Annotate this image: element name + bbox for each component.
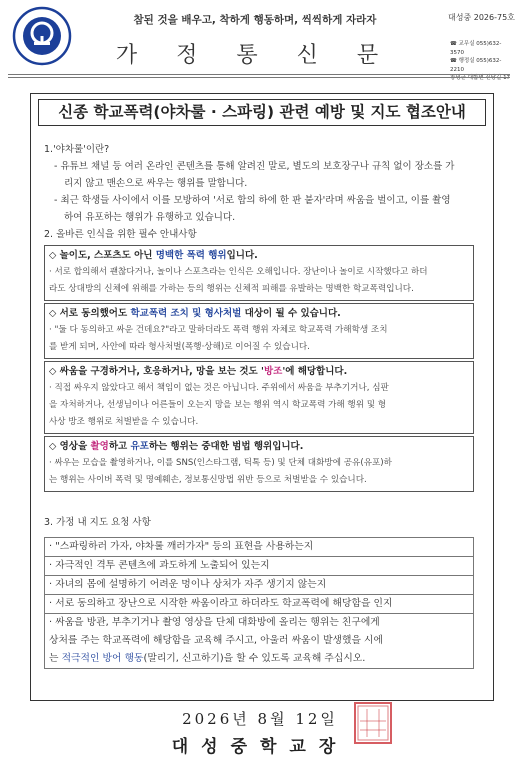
document-title: 가 정 통 신 문: [115, 43, 395, 68]
info-box: [44, 245, 474, 301]
school-motto: 참된 것을 배우고, 착하게 행동하며, 씩씩하게 자라자: [133, 14, 377, 26]
paragraph-line: - 유튜브 채널 등 여러 온라인 콘텐츠를 통해 알려진 말로, 별도의 보호장구나 규칙 없이 장소를 가: [54, 161, 455, 172]
official-seal-icon: [353, 701, 393, 745]
guidance-item: · 서로 동의하고 장난으로 시작한 싸움이라고 하더라도 학교폭력에 해당함을 인지: [44, 594, 474, 614]
issue-date: 2026년 8월 12일: [182, 710, 338, 728]
guidance-list: [44, 538, 474, 669]
notice-title: 신종 학교폭력(야차룰 · 스파링) 관련 예방 및 지도 협조안내: [38, 99, 486, 126]
section-heading: 2. 올바른 인식을 위한 필수 안내사항: [44, 229, 197, 240]
guidance-item: · "스파링하러 가자, 야차룰 깨러가자" 등의 표현을 사용하는지: [44, 537, 474, 557]
info-box: [44, 303, 474, 359]
section-heading: 1.'야차룰'이란?: [44, 144, 110, 155]
paragraph-line: - 최근 학생들 사이에서 이를 모방하여 '서로 합의 하에 한 판 붙자'라며 싸움을 벌이고, 이를 촬영: [54, 195, 451, 206]
section-heading: 3. 가정 내 지도 요청 사항: [44, 517, 151, 528]
box-heading: ◇ 서로 동의했어도 학교폭력 조치 및 형사처벌 대상이 될 수 있습니다.: [49, 308, 341, 319]
school-logo: [12, 6, 72, 66]
box-heading: ◇ 영상을 촬영하고 유포하는 행위는 중대한 범법 행위입니다.: [49, 441, 304, 452]
guidance-item: · 싸움을 방관, 부추기거나 촬영 영상을 단체 대화방에 올리는 행위는 친구에게 상처를 주는 학교폭력에 해당함을 교육해 주시고, 아울러 싸움이 발생했을 시에 는 적극적인 방어 행동(말리기, 신고하기)을 할 수 있도록 교육해 주십시오.: [44, 613, 474, 669]
principal-signature: 대성중학교장: [171, 737, 349, 757]
box-text: · 직접 싸우지 않았다고 해서 책임이 없는 것은 아닙니다. 주위에서 싸움을 부추기거나, 심판 을 자처하거나, 선생님이나 어른들이 오는지 망을 보는 행위 역시 학교폭력 가해 행위 및 형 사상 방조 행위로 처벌받을 수 있습니다.: [49, 383, 389, 427]
info-box: [44, 436, 474, 492]
guidance-item: · 자극적인 격투 콘텐츠에 과도하게 노출되어 있는지: [44, 556, 474, 576]
box-heading: ◇ 싸움을 구경하거나, 호응하거나, 망을 보는 것도 '방조'에 해당합니다.: [49, 366, 348, 377]
box-text: · 싸우는 모습을 촬영하거나, 이를 SNS(인스타그램, 틱톡 등) 및 단체 대화방에 공유(유포)하 는 행위는 사이버 폭력 및 명예훼손, 정보통신망법 위반 등으로 처벌받을 수 있습니다.: [49, 458, 392, 485]
info-box: [44, 361, 474, 434]
header-divider: [8, 74, 510, 75]
box-text: · "둘 다 동의하고 싸운 건데요?"라고 말하더라도 폭력 행위 자체로 학교폭력 가해학생 조치 를 받게 되며, 사안에 따라 형사처벌(폭행·상해)로 이어질 수 있습니다.: [49, 325, 388, 352]
guidance-item: · 자녀의 몸에 설명하기 어려운 멍이나 상처가 자주 생기지 않는지: [44, 575, 474, 595]
contact-line: 창녕군 대합면 신당길 17: [450, 75, 511, 81]
paragraph-line: 리지 않고 맨손으로 싸우는 행위를 말합니다.: [64, 178, 248, 189]
header-divider: [8, 77, 510, 78]
box-text: · 서로 합의해서 괜찮다거나, 놀이나 스포츠라는 인식은 오해입니다. 장난이나 놀이로 시작했다고 하더 라도 상대방의 신체에 위해를 가하는 등의 행위는 신체적 피해를 유발하는 명백한 학교폭력입니다.: [49, 267, 428, 294]
notice-body: [44, 141, 474, 492]
box-heading: ◇ 놀이도, 스포츠도 아닌 명백한 폭력 행위입니다.: [49, 250, 258, 261]
contact-line: ☎ 행정실 055)632-2210: [450, 58, 502, 73]
paragraph-line: 하여 유포하는 행위가 유행하고 있습니다.: [64, 212, 236, 223]
contact-line: ☎ 교무실 055)632-3570: [450, 41, 502, 56]
document-number: 대성중 2026-75호: [448, 13, 515, 22]
